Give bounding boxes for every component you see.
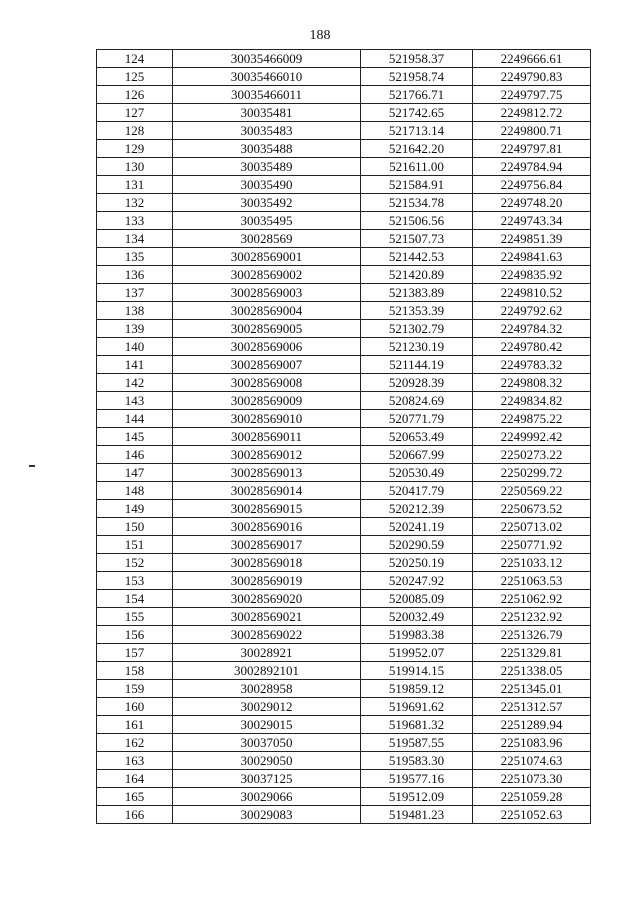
table-row	[97, 590, 591, 608]
x-coordinate-cell: 521383.89	[361, 284, 473, 302]
point-number-cell: 124	[97, 50, 173, 68]
y-coordinate-cell: 2249797.75	[473, 86, 591, 104]
x-coordinate-cell: 521506.56	[361, 212, 473, 230]
y-coordinate-cell: 2251073.30	[473, 770, 591, 788]
table-row	[97, 482, 591, 500]
x-coordinate-cell: 519587.55	[361, 734, 473, 752]
point-id-cell: 30035466010	[173, 68, 361, 86]
point-id-cell: 30028569	[173, 230, 361, 248]
y-coordinate-cell: 2251063.53	[473, 572, 591, 590]
point-id-cell: 30029083	[173, 806, 361, 824]
point-id-cell: 30028569021	[173, 608, 361, 626]
point-number-cell: 155	[97, 608, 173, 626]
x-coordinate-cell: 521507.73	[361, 230, 473, 248]
x-coordinate-cell: 521353.39	[361, 302, 473, 320]
point-id-cell: 30028569018	[173, 554, 361, 572]
point-number-cell: 144	[97, 410, 173, 428]
table-row	[97, 428, 591, 446]
table-row	[97, 518, 591, 536]
y-coordinate-cell: 2249743.34	[473, 212, 591, 230]
x-coordinate-cell: 520032.49	[361, 608, 473, 626]
point-id-cell: 30035495	[173, 212, 361, 230]
x-coordinate-cell: 521713.14	[361, 122, 473, 140]
point-id-cell: 30028921	[173, 644, 361, 662]
point-number-cell: 131	[97, 176, 173, 194]
page-number: 188	[309, 28, 331, 43]
y-coordinate-cell: 2250771.92	[473, 536, 591, 554]
table-row	[97, 662, 591, 680]
x-coordinate-cell: 521642.20	[361, 140, 473, 158]
y-coordinate-cell: 2249808.32	[473, 374, 591, 392]
point-number-cell: 153	[97, 572, 173, 590]
point-id-cell: 30028958	[173, 680, 361, 698]
table-row	[97, 194, 591, 212]
x-coordinate-cell: 519952.07	[361, 644, 473, 662]
y-coordinate-cell: 2249992.42	[473, 428, 591, 446]
table-row	[97, 446, 591, 464]
x-coordinate-cell: 521302.79	[361, 320, 473, 338]
table-row	[97, 752, 591, 770]
point-id-cell: 30035488	[173, 140, 361, 158]
point-number-cell: 143	[97, 392, 173, 410]
x-coordinate-cell: 520241.19	[361, 518, 473, 536]
table-row	[97, 554, 591, 572]
y-coordinate-cell: 2249784.32	[473, 320, 591, 338]
point-id-cell: 30028569007	[173, 356, 361, 374]
point-number-cell: 146	[97, 446, 173, 464]
table-row	[97, 572, 591, 590]
point-id-cell: 30028569016	[173, 518, 361, 536]
point-number-cell: 166	[97, 806, 173, 824]
y-coordinate-cell: 2249756.84	[473, 176, 591, 194]
x-coordinate-cell: 521611.00	[361, 158, 473, 176]
table-row	[97, 320, 591, 338]
point-number-cell: 147	[97, 464, 173, 482]
point-id-cell: 30028569013	[173, 464, 361, 482]
table-row	[97, 122, 591, 140]
x-coordinate-cell: 519577.16	[361, 770, 473, 788]
x-coordinate-cell: 521230.19	[361, 338, 473, 356]
point-id-cell: 30037125	[173, 770, 361, 788]
x-coordinate-cell: 521144.19	[361, 356, 473, 374]
x-coordinate-cell: 520250.19	[361, 554, 473, 572]
table-row	[97, 248, 591, 266]
point-number-cell: 141	[97, 356, 173, 374]
table-row	[97, 392, 591, 410]
y-coordinate-cell: 2249790.83	[473, 68, 591, 86]
y-coordinate-cell: 2249800.71	[473, 122, 591, 140]
point-number-cell: 126	[97, 86, 173, 104]
y-coordinate-cell: 2251059.28	[473, 788, 591, 806]
y-coordinate-cell: 2250673.52	[473, 500, 591, 518]
table-row	[97, 680, 591, 698]
table-row	[97, 230, 591, 248]
x-coordinate-cell: 520928.39	[361, 374, 473, 392]
y-coordinate-cell: 2251338.05	[473, 662, 591, 680]
table-row	[97, 464, 591, 482]
point-number-cell: 137	[97, 284, 173, 302]
coordinates-table	[96, 49, 591, 824]
point-id-cell: 30028569015	[173, 500, 361, 518]
point-id-cell: 30028569022	[173, 626, 361, 644]
x-coordinate-cell: 520247.92	[361, 572, 473, 590]
x-coordinate-cell: 520667.99	[361, 446, 473, 464]
table-row	[97, 716, 591, 734]
x-coordinate-cell: 519914.15	[361, 662, 473, 680]
x-coordinate-cell: 520653.49	[361, 428, 473, 446]
table-row	[97, 356, 591, 374]
point-id-cell: 30028569019	[173, 572, 361, 590]
x-coordinate-cell: 519583.30	[361, 752, 473, 770]
y-coordinate-cell: 2251074.63	[473, 752, 591, 770]
y-coordinate-cell: 2249875.22	[473, 410, 591, 428]
table-row	[97, 734, 591, 752]
point-id-cell: 30029012	[173, 698, 361, 716]
y-coordinate-cell: 2251062.92	[473, 590, 591, 608]
x-coordinate-cell: 520212.39	[361, 500, 473, 518]
point-id-cell: 30035466011	[173, 86, 361, 104]
point-number-cell: 148	[97, 482, 173, 500]
y-coordinate-cell: 2249792.62	[473, 302, 591, 320]
table-row	[97, 266, 591, 284]
point-number-cell: 134	[97, 230, 173, 248]
y-coordinate-cell: 2249797.81	[473, 140, 591, 158]
point-id-cell: 30028569012	[173, 446, 361, 464]
y-coordinate-cell: 2251326.79	[473, 626, 591, 644]
point-number-cell: 132	[97, 194, 173, 212]
table-row	[97, 86, 591, 104]
y-coordinate-cell: 2251083.96	[473, 734, 591, 752]
point-number-cell: 160	[97, 698, 173, 716]
point-id-cell: 30029050	[173, 752, 361, 770]
point-number-cell: 129	[97, 140, 173, 158]
point-id-cell: 3002892101	[173, 662, 361, 680]
y-coordinate-cell: 2249780.42	[473, 338, 591, 356]
point-number-cell: 152	[97, 554, 173, 572]
point-id-cell: 30028569004	[173, 302, 361, 320]
point-number-cell: 127	[97, 104, 173, 122]
table-row	[97, 284, 591, 302]
y-coordinate-cell: 2249783.32	[473, 356, 591, 374]
table-row	[97, 788, 591, 806]
table-row	[97, 536, 591, 554]
point-number-cell: 162	[97, 734, 173, 752]
y-coordinate-cell: 2249666.61	[473, 50, 591, 68]
point-number-cell: 142	[97, 374, 173, 392]
point-id-cell: 30035492	[173, 194, 361, 212]
x-coordinate-cell: 521766.71	[361, 86, 473, 104]
point-number-cell: 149	[97, 500, 173, 518]
x-coordinate-cell: 519859.12	[361, 680, 473, 698]
point-number-cell: 145	[97, 428, 173, 446]
table-row	[97, 68, 591, 86]
x-coordinate-cell: 519481.23	[361, 806, 473, 824]
point-id-cell: 30028569005	[173, 320, 361, 338]
y-coordinate-cell: 2250299.72	[473, 464, 591, 482]
y-coordinate-cell: 2251329.81	[473, 644, 591, 662]
stray-mark	[29, 465, 35, 467]
point-number-cell: 150	[97, 518, 173, 536]
point-number-cell: 151	[97, 536, 173, 554]
point-id-cell: 30028569009	[173, 392, 361, 410]
x-coordinate-cell: 521534.78	[361, 194, 473, 212]
y-coordinate-cell: 2249784.94	[473, 158, 591, 176]
point-id-cell: 30028569017	[173, 536, 361, 554]
y-coordinate-cell: 2251052.63	[473, 806, 591, 824]
point-id-cell: 30037050	[173, 734, 361, 752]
x-coordinate-cell: 521958.37	[361, 50, 473, 68]
point-id-cell: 30028569006	[173, 338, 361, 356]
y-coordinate-cell: 2251312.57	[473, 698, 591, 716]
point-id-cell: 30035466009	[173, 50, 361, 68]
table-row	[97, 338, 591, 356]
x-coordinate-cell: 520085.09	[361, 590, 473, 608]
y-coordinate-cell: 2251033.12	[473, 554, 591, 572]
point-id-cell: 30029015	[173, 716, 361, 734]
x-coordinate-cell: 521958.74	[361, 68, 473, 86]
point-number-cell: 158	[97, 662, 173, 680]
point-id-cell: 30035481	[173, 104, 361, 122]
point-id-cell: 30028569001	[173, 248, 361, 266]
point-id-cell: 30029066	[173, 788, 361, 806]
point-number-cell: 140	[97, 338, 173, 356]
point-id-cell: 30035489	[173, 158, 361, 176]
point-id-cell: 30028569010	[173, 410, 361, 428]
table-row	[97, 644, 591, 662]
point-id-cell: 30028569014	[173, 482, 361, 500]
y-coordinate-cell: 2251232.92	[473, 608, 591, 626]
table-row	[97, 410, 591, 428]
point-id-cell: 30028569008	[173, 374, 361, 392]
x-coordinate-cell: 521742.65	[361, 104, 473, 122]
x-coordinate-cell: 520824.69	[361, 392, 473, 410]
point-number-cell: 125	[97, 68, 173, 86]
point-id-cell: 30028569011	[173, 428, 361, 446]
point-number-cell: 159	[97, 680, 173, 698]
y-coordinate-cell: 2250273.22	[473, 446, 591, 464]
y-coordinate-cell: 2250713.02	[473, 518, 591, 536]
y-coordinate-cell: 2251345.01	[473, 680, 591, 698]
table-row	[97, 104, 591, 122]
y-coordinate-cell: 2249851.39	[473, 230, 591, 248]
table-row	[97, 212, 591, 230]
table-row	[97, 626, 591, 644]
table-row	[97, 500, 591, 518]
point-id-cell: 30035483	[173, 122, 361, 140]
table-row	[97, 608, 591, 626]
point-number-cell: 163	[97, 752, 173, 770]
y-coordinate-cell: 2249835.92	[473, 266, 591, 284]
y-coordinate-cell: 2249841.63	[473, 248, 591, 266]
table-body	[97, 50, 591, 824]
y-coordinate-cell: 2251289.94	[473, 716, 591, 734]
point-id-cell: 30028569002	[173, 266, 361, 284]
table-row	[97, 806, 591, 824]
x-coordinate-cell: 521584.91	[361, 176, 473, 194]
table-row	[97, 140, 591, 158]
table-row	[97, 374, 591, 392]
y-coordinate-cell: 2250569.22	[473, 482, 591, 500]
y-coordinate-cell: 2249812.72	[473, 104, 591, 122]
table-row	[97, 176, 591, 194]
point-number-cell: 139	[97, 320, 173, 338]
point-number-cell: 156	[97, 626, 173, 644]
x-coordinate-cell: 519983.38	[361, 626, 473, 644]
table-row	[97, 302, 591, 320]
table-row	[97, 770, 591, 788]
x-coordinate-cell: 519681.32	[361, 716, 473, 734]
y-coordinate-cell: 2249810.52	[473, 284, 591, 302]
table-row	[97, 158, 591, 176]
x-coordinate-cell: 520530.49	[361, 464, 473, 482]
point-number-cell: 138	[97, 302, 173, 320]
point-number-cell: 161	[97, 716, 173, 734]
y-coordinate-cell: 2249834.82	[473, 392, 591, 410]
point-id-cell: 30028569003	[173, 284, 361, 302]
point-id-cell: 30028569020	[173, 590, 361, 608]
point-number-cell: 154	[97, 590, 173, 608]
x-coordinate-cell: 521442.53	[361, 248, 473, 266]
x-coordinate-cell: 519691.62	[361, 698, 473, 716]
x-coordinate-cell: 520290.59	[361, 536, 473, 554]
point-number-cell: 135	[97, 248, 173, 266]
point-number-cell: 136	[97, 266, 173, 284]
x-coordinate-cell: 519512.09	[361, 788, 473, 806]
point-number-cell: 128	[97, 122, 173, 140]
x-coordinate-cell: 520417.79	[361, 482, 473, 500]
x-coordinate-cell: 520771.79	[361, 410, 473, 428]
point-number-cell: 130	[97, 158, 173, 176]
point-id-cell: 30035490	[173, 176, 361, 194]
x-coordinate-cell: 521420.89	[361, 266, 473, 284]
point-number-cell: 164	[97, 770, 173, 788]
table-row	[97, 698, 591, 716]
table-row	[97, 50, 591, 68]
y-coordinate-cell: 2249748.20	[473, 194, 591, 212]
point-number-cell: 157	[97, 644, 173, 662]
point-number-cell: 133	[97, 212, 173, 230]
point-number-cell: 165	[97, 788, 173, 806]
